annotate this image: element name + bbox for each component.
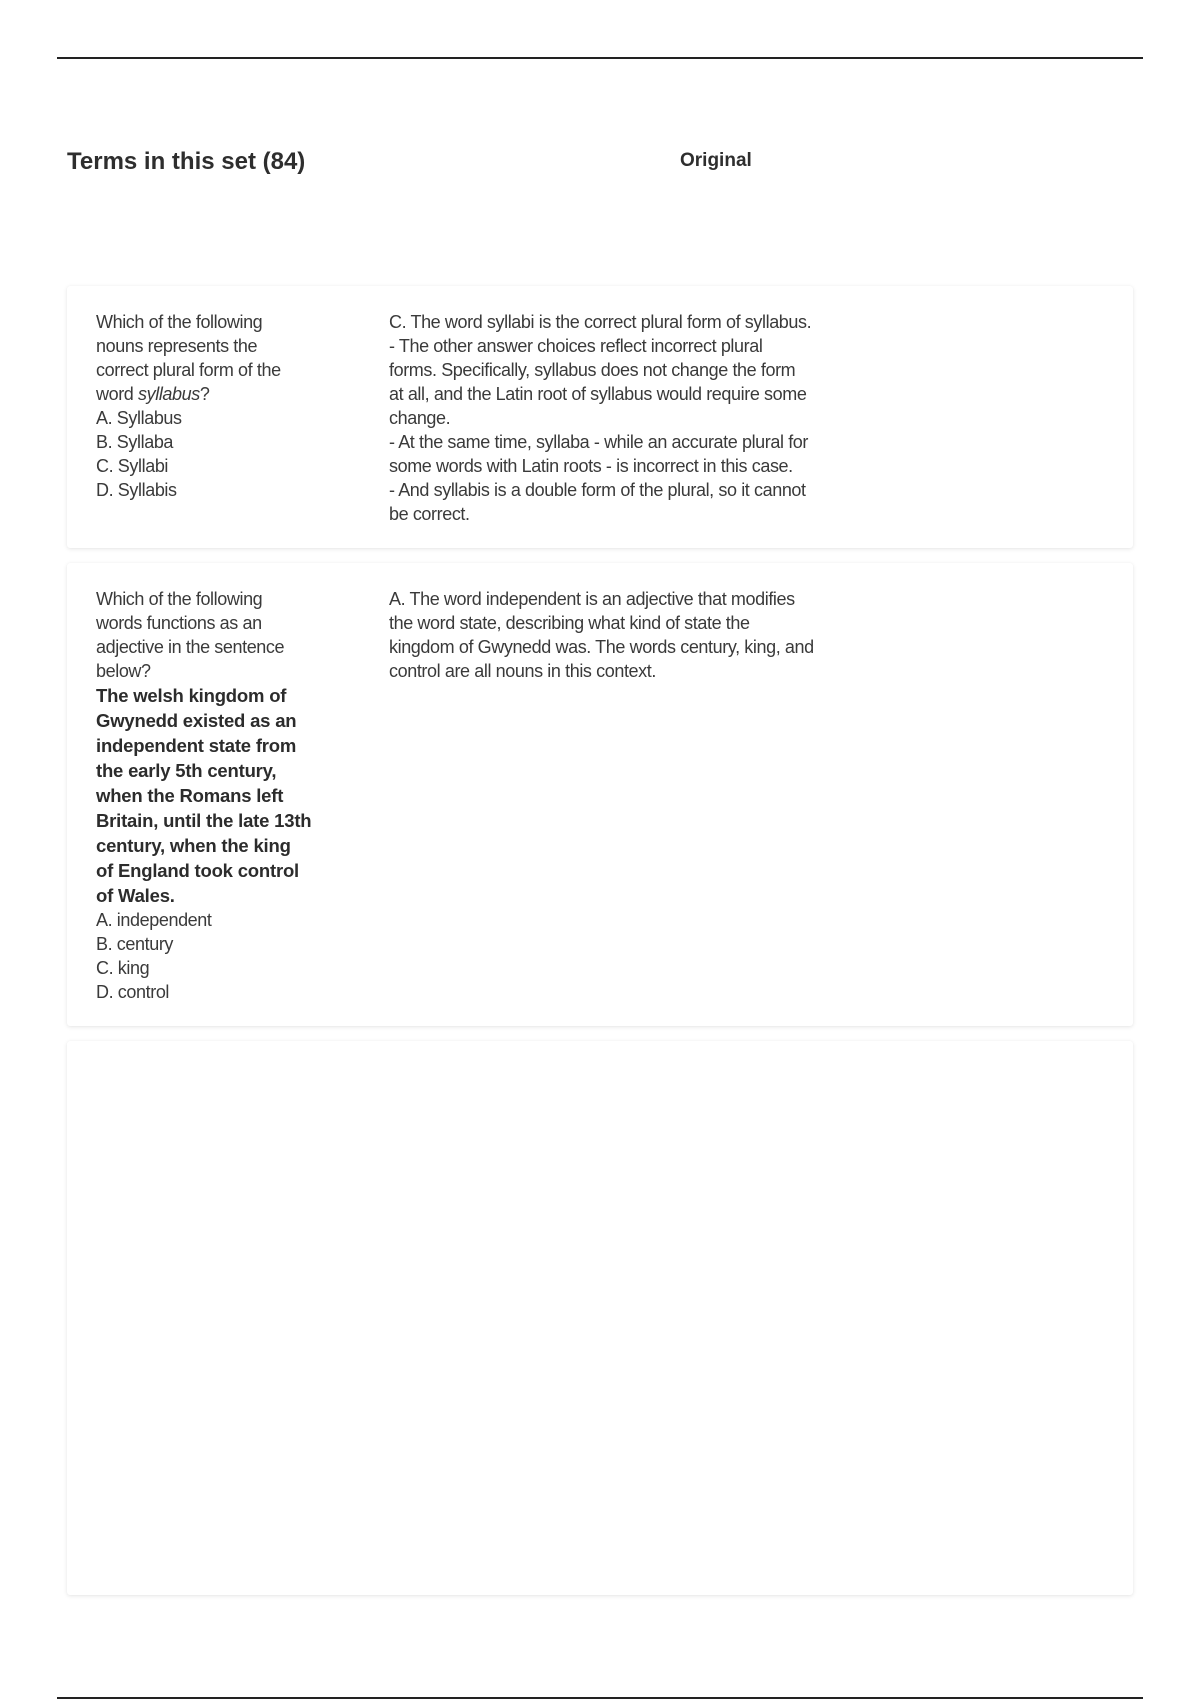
term-line: below? <box>96 661 151 681</box>
sentence-line: Britain, until the late 13th <box>96 810 312 831</box>
definition-line: at all, and the Latin root of syllabus would require some <box>389 384 807 404</box>
definition-line: - The other answer choices reflect incorrect plural <box>389 336 763 356</box>
term-text <box>96 587 342 1004</box>
definition-line: control are all nouns in this context. <box>389 661 656 681</box>
option-d: D. control <box>96 982 170 1002</box>
term-line: adjective in the sentence <box>96 637 285 657</box>
sentence-line: the early 5th century, <box>96 760 277 781</box>
option-b: B. century <box>96 934 174 954</box>
definition-text <box>389 587 867 683</box>
definition-line: be correct. <box>389 504 470 524</box>
term-line: correct plural form of the <box>96 360 281 380</box>
option-a: A. independent <box>96 910 212 930</box>
term-line: Which of the following <box>96 589 263 609</box>
option-c: C. Syllabi <box>96 456 169 476</box>
definition-line: C. The word syllabi is the correct plural form of syllabus. <box>389 312 812 332</box>
sentence-line: The welsh kingdom of <box>96 685 287 706</box>
term-card <box>67 286 1133 548</box>
top-rule <box>57 57 1143 59</box>
sentence-line: when the Romans left <box>96 785 284 806</box>
column-label-original: Original <box>680 150 752 171</box>
sentence-line: Gwynedd existed as an <box>96 710 297 731</box>
sentence-line: of Wales. <box>96 885 175 906</box>
definition-line: kingdom of Gwynedd was. The words century, king, and <box>389 637 814 657</box>
sentence-line: of England took control <box>96 860 299 881</box>
definition-text <box>389 310 867 526</box>
sentence-line: century, when the king <box>96 835 291 856</box>
definition-line: some words with Latin roots - is incorrect in this case. <box>389 456 793 476</box>
term-word-suffix: ? <box>199 384 210 404</box>
term-italic-word: syllabus <box>138 384 200 404</box>
definition-line: forms. Specifically, syllabus does not change the form <box>389 360 796 380</box>
option-b: B. Syllaba <box>96 432 174 452</box>
definition-line: the word state, describing what kind of state the <box>389 613 750 633</box>
term-line: nouns represents the <box>96 336 258 356</box>
definition-line: - At the same time, syllaba - while an accurate plural for <box>389 432 808 452</box>
definition-line: - And syllabis is a double form of the plural, so it cannot <box>389 480 806 500</box>
bottom-rule <box>57 1697 1143 1699</box>
term-card <box>67 563 1133 1026</box>
term-line: words functions as an <box>96 613 262 633</box>
option-a: A. Syllabus <box>96 408 182 428</box>
option-d: D. Syllabis <box>96 480 177 500</box>
definition-line: change. <box>389 408 451 428</box>
empty-card <box>67 1041 1133 1595</box>
option-c: C. king <box>96 958 150 978</box>
term-text <box>96 310 342 502</box>
set-title: Terms in this set (84) <box>67 148 306 175</box>
term-line <box>96 382 342 406</box>
definition-line: A. The word independent is an adjective that modifies <box>389 589 795 609</box>
term-word-prefix: word <box>96 384 139 404</box>
sentence-line: independent state from <box>96 735 297 756</box>
term-line: Which of the following <box>96 312 263 332</box>
